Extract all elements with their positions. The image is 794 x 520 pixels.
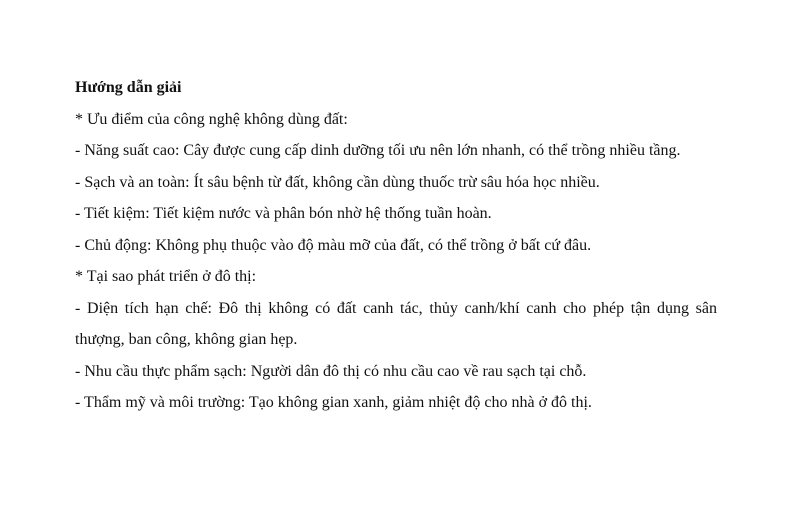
advantage-clean-safe: - Sạch và an toàn: Ít sâu bệnh từ đất, không cần dùng thuốc trừ sâu hóa học nhiều.	[75, 173, 600, 191]
solution-heading: Hướng dẫn giải	[75, 79, 182, 96]
reason-aesthetics-environment: - Thẩm mỹ và môi trường: Tạo không gian xanh, giảm nhiệt độ cho nhà ở đô thị.	[75, 394, 592, 411]
document-body	[75, 72, 717, 419]
advantage-productivity: - Năng suất cao: Cây được cung cấp dinh dưỡng tối ưu nên lớn nhanh, có thể trồng nhiều tầng.	[75, 142, 681, 159]
reason-limited-area: - Diện tích hạn chế: Đô thị không có đất canh tác, thủy canh/khí canh cho phép tận dụng sân thượng, ban công, không gian hẹp.	[75, 299, 717, 348]
advantages-header: * Ưu điểm của công nghệ không dùng đất:	[75, 110, 348, 128]
urban-reasons-header: * Tại sao phát triển ở đô thị:	[75, 268, 257, 285]
advantage-proactive: - Chủ động: Không phụ thuộc vào độ màu mỡ của đất, có thể trồng ở bất cứ đâu.	[75, 236, 592, 254]
reason-clean-food-demand: - Nhu cầu thực phẩm sạch: Người dân đô thị có nhu cầu cao về rau sạch tại chỗ.	[75, 362, 587, 380]
advantage-saving: - Tiết kiệm: Tiết kiệm nước và phân bón nhờ hệ thống tuần hoàn.	[75, 205, 492, 222]
